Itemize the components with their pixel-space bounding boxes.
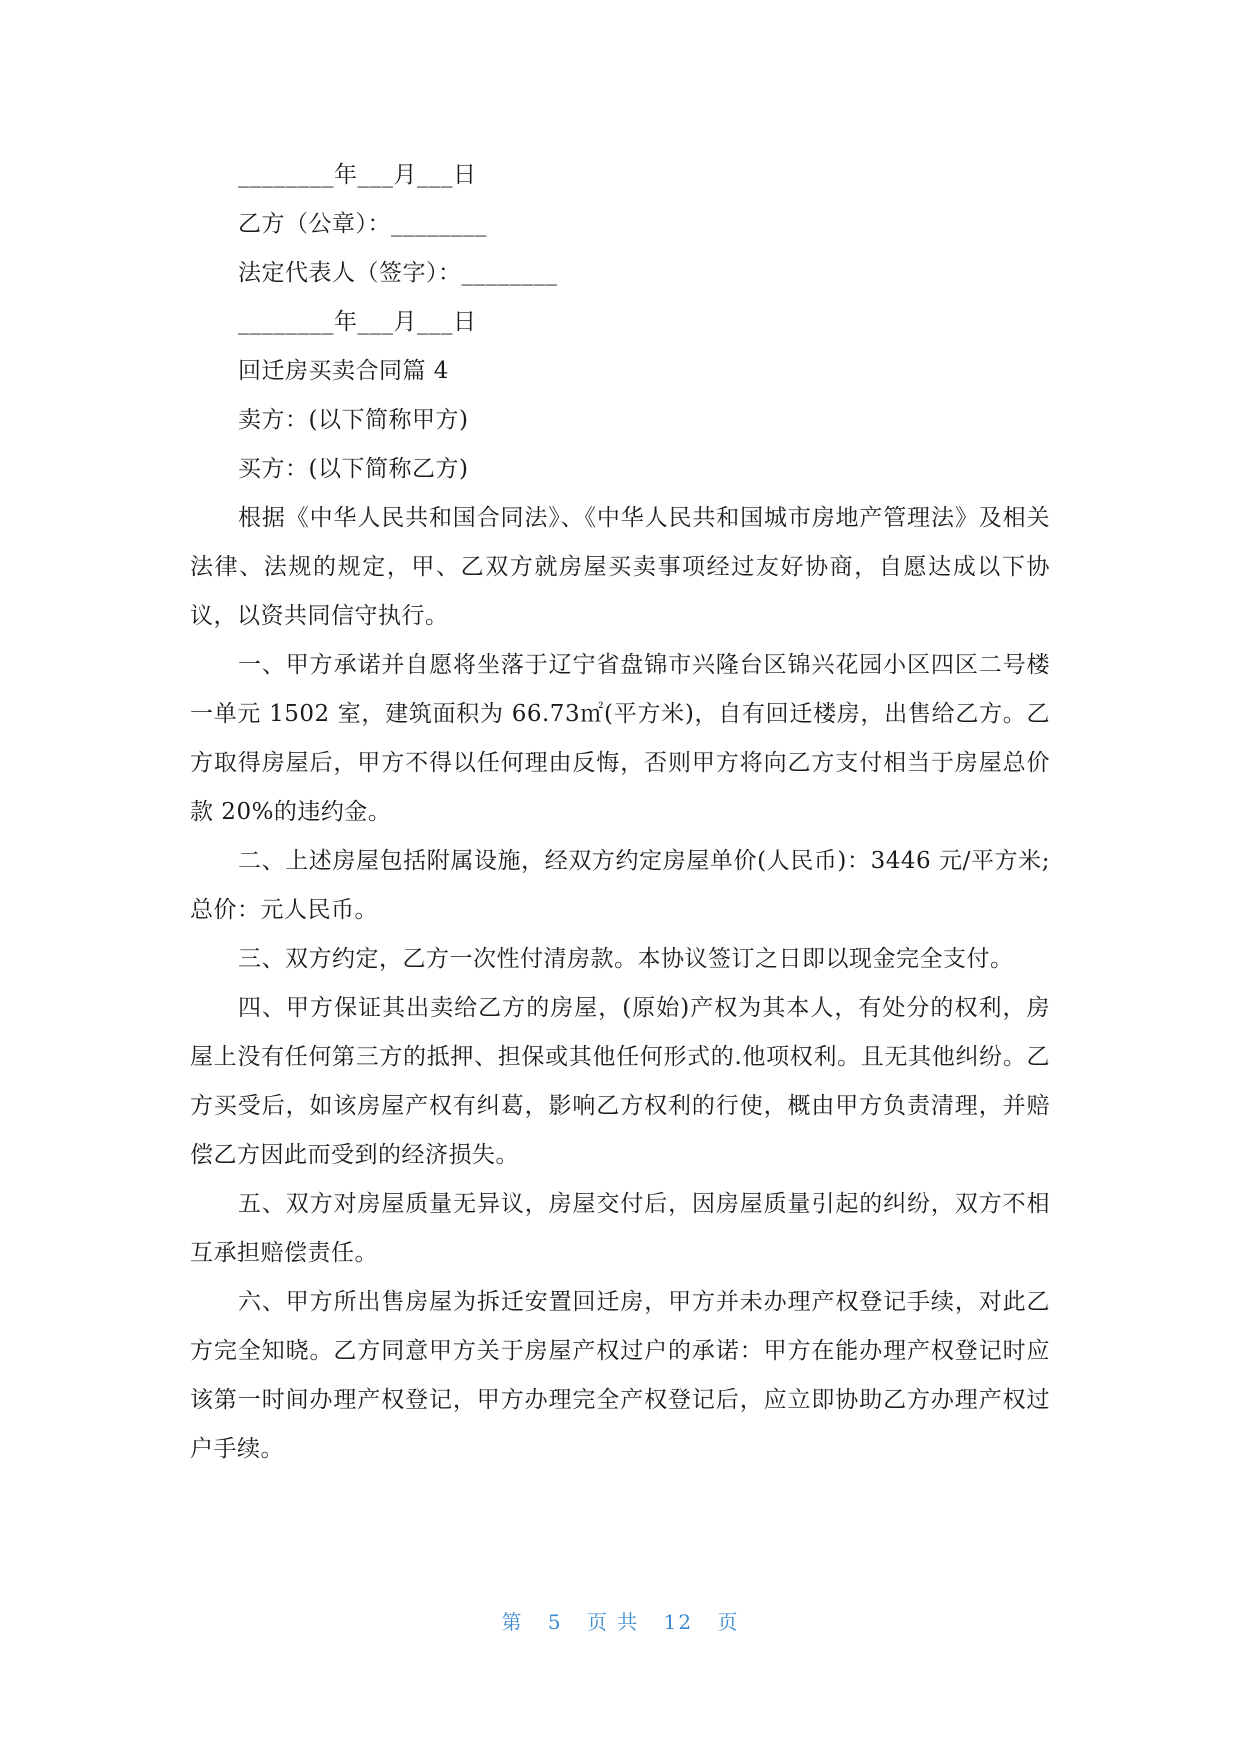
footer-label-end: 页 [717, 1610, 740, 1634]
paragraph-clause-4: 四、甲方保证其出卖给乙方的房屋，(原始)产权为其本人，有处分的权利，房屋上没有任何第三方的抵押、担保或其他任何形式的.他项权利。且无其他纠纷。乙方买受后，如该房屋产权有纠葛，影响乙方权利的行使，概由甲方负责清理，并赔偿乙方因此而受到的经济损失。 [190, 995, 1050, 1168]
total-pages-number: 12 [663, 1610, 694, 1634]
party-b-seal-line: 乙方（公章）：________ [238, 211, 487, 237]
page-footer [0, 1606, 1241, 1635]
document-body [190, 151, 1050, 1474]
paragraph-clause-5: 五、双方对房屋质量无异议，房屋交付后，因房屋质量引起的纠纷，双方不相互承担赔偿责任。 [190, 1191, 1050, 1266]
paragraph-clause-3: 三、双方约定，乙方一次性付清房款。本协议签订之日即以现金完全支付。 [238, 946, 1014, 972]
section-title: 回迁房买卖合同篇 4 [238, 358, 449, 384]
buyer-line: 买方：(以下简称乙方) [238, 456, 469, 482]
footer-label-page: 第 [501, 1610, 524, 1634]
date-line: ________年___月___日 [238, 162, 477, 188]
paragraph-preamble: 根据《中华人民共和国合同法》、《中华人民共和国城市房地产管理法》及相关法律、法规的规定，甲、乙双方就房屋买卖事项经过友好协商，自愿达成以下协议，以资共同信守执行。 [190, 505, 1050, 629]
paragraph-clause-6: 六、甲方所出售房屋为拆迁安置回迁房，甲方并未办理产权登记手续，对此乙方完全知晓。乙方同意甲方关于房屋产权过户的承诺：甲方在能办理产权登记时应该第一时间办理产权登记，甲方办理完全产权登记后，应立即协助乙方办理产权过户手续。 [190, 1289, 1050, 1462]
legal-representative-line: 法定代表人（签字）：________ [238, 260, 558, 286]
paragraph-clause-1: 一、甲方承诺并自愿将坐落于辽宁省盘锦市兴隆台区锦兴花园小区四区二号楼一单元 1502 室，建筑面积为 66.73㎡(平方米)，自有回迁楼房，出售给乙方。乙方取得房屋后，甲方不得以任何理由反悔，否则甲方将向乙方支付相当于房屋总价款 20%的违约金。 [190, 652, 1050, 825]
current-page-number: 5 [547, 1610, 563, 1634]
paragraph-clause-2: 二、上述房屋包括附属设施，经双方约定房屋单价(人民币)：3446 元/平方米;总价：元人民币。 [190, 848, 1050, 923]
date-line: ________年___月___日 [238, 309, 477, 335]
footer-label-of: 页 共 [586, 1610, 640, 1634]
seller-line: 卖方：(以下简称甲方) [238, 407, 469, 433]
